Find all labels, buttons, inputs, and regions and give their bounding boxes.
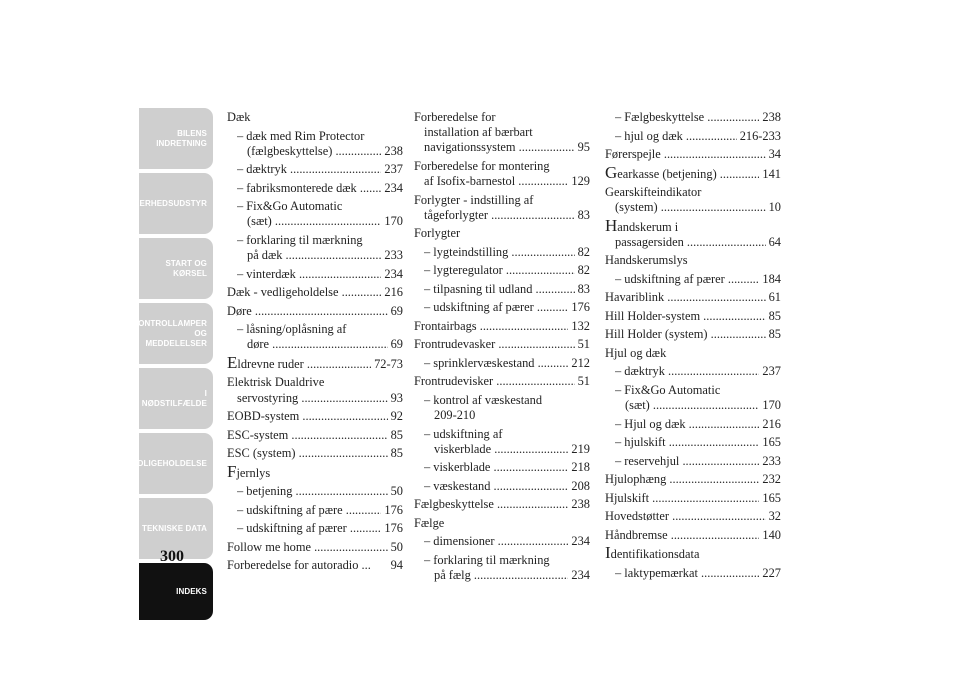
index-entry <box>227 446 403 461</box>
page-reference: 218 <box>571 460 590 475</box>
index-entry <box>227 181 403 196</box>
index-term: Identifikationsdata <box>605 543 700 563</box>
page-reference: 34 <box>768 147 781 161</box>
index-entry <box>605 185 781 215</box>
index-entry <box>605 383 781 413</box>
index-term: – udskiftning af pærer <box>237 521 347 536</box>
index-entry <box>605 509 781 524</box>
index-entry <box>414 337 590 352</box>
index-term: – væskestand <box>424 478 491 493</box>
index-term: Forberedelse for <box>414 110 496 124</box>
index-term-continuation: (sæt) ..... <box>237 214 381 229</box>
index-term: – dæktryk <box>615 364 665 379</box>
index-term: – hjul og dæk <box>615 128 683 143</box>
index-term-continuation: installation af bærbart <box>424 125 533 140</box>
index-term: Hill Holder (system) <box>605 327 708 342</box>
index-term: ESC-system <box>227 427 289 442</box>
index-entry <box>227 484 403 499</box>
index-entry <box>605 147 781 162</box>
index-entry <box>605 166 781 182</box>
index-term-continuation: navigationssystem ..... <box>414 140 575 155</box>
index-term: Follow me home <box>227 539 311 554</box>
index-entry <box>414 300 590 315</box>
index-term: Førerspejle <box>605 147 661 161</box>
index-entry <box>414 110 590 156</box>
page-reference: 232 <box>762 472 781 487</box>
index-term: – låsning/oplåsning af <box>237 322 347 337</box>
index-entry <box>414 497 590 512</box>
index-entry <box>605 327 781 342</box>
page-reference: 85 <box>390 427 403 442</box>
index-term: – hjulskift <box>615 435 666 450</box>
page-reference: 85 <box>768 308 781 323</box>
index-term: Handskerumslys <box>605 253 688 268</box>
index-term: – udskiftning af pære <box>237 502 343 517</box>
page-reference: 233 <box>384 248 403 263</box>
index-term: Fjernlys <box>227 461 271 481</box>
page-reference: 176 <box>571 300 590 315</box>
index-term: – udskiftning af <box>424 426 503 441</box>
page-reference: 50 <box>390 539 403 554</box>
index-entry <box>605 435 781 450</box>
index-entry <box>605 129 781 144</box>
page-reference: 238 <box>571 497 590 512</box>
index-column-2 <box>414 110 590 586</box>
index-term-continuation: (sæt) ..... <box>615 398 759 413</box>
index-term: – forklaring til mærkning <box>424 552 550 567</box>
index-term: Frontairbags <box>414 318 477 333</box>
index-term: Forlygter - indstilling af <box>414 192 534 207</box>
index-entry <box>227 375 403 405</box>
index-entry <box>227 521 403 536</box>
index-term-continuation: (fælgbeskyttelse) ..... <box>237 144 381 159</box>
index-entry <box>605 110 781 125</box>
page-reference: 227 <box>762 565 781 580</box>
index-term: Frontrudevasker <box>414 337 496 352</box>
index-entry <box>227 428 403 443</box>
page-reference: 83 <box>577 207 590 222</box>
index-term: Håndbremse <box>605 527 668 542</box>
index-term: – dæk med Rim Protector <box>237 128 365 143</box>
page-reference: 233 <box>762 453 781 468</box>
index-term: – fabriksmonterede dæk <box>237 180 357 195</box>
index-entry <box>414 263 590 278</box>
chapter-tab[interactable]: KONTROLLAMPER OG MEDDELELSER <box>139 303 213 364</box>
index-term-continuation: 209-210 <box>434 408 476 423</box>
index-heading <box>605 346 781 361</box>
chapter-tab[interactable]: BILENS INDRETNING <box>139 108 213 169</box>
page-reference: 208 <box>571 478 590 493</box>
index-term: Hjulophæng <box>605 472 667 487</box>
page-reference: 61 <box>768 290 781 305</box>
page-reference: 216 <box>384 285 403 300</box>
index-term: – vinterdæk <box>237 266 296 281</box>
page-reference: 176 <box>384 521 403 536</box>
index-entry <box>605 566 781 581</box>
index-term: – Fælgbeskyttelse <box>615 110 705 124</box>
index-heading <box>227 110 403 125</box>
index-entry <box>414 193 590 223</box>
page-reference: 69 <box>390 337 403 352</box>
index-term: Handskerum i <box>605 218 679 235</box>
index-entry <box>414 534 590 549</box>
index-term: – Fix&Go Automatic <box>237 199 343 214</box>
page-reference: 184 <box>762 271 781 286</box>
page-reference: 82 <box>577 263 590 278</box>
index-term: – laktypemærkat <box>615 565 698 580</box>
page-reference: 176 <box>384 502 403 517</box>
index-term: Eldrevne ruder <box>227 355 304 372</box>
index-term: Dæk - vedligeholdelse <box>227 285 339 300</box>
index-entry <box>414 479 590 494</box>
page-reference: 141 <box>762 166 781 181</box>
index-entry <box>605 454 781 469</box>
index-term-continuation: af Isofix-barnestol ..... <box>414 174 568 189</box>
page-reference: 85 <box>768 327 781 342</box>
index-term: Hjulskift <box>605 490 650 505</box>
page-number: 300 <box>160 548 184 565</box>
page-reference: 238 <box>384 143 403 158</box>
index-term: ESC (system) <box>227 446 296 461</box>
index-entry <box>605 309 781 324</box>
index-term: Havariblink <box>605 290 665 305</box>
page-reference: 238 <box>762 110 781 124</box>
index-entry <box>227 233 403 263</box>
page-reference: 50 <box>390 484 403 499</box>
chapter-tab[interactable]: START OG KØRSEL <box>139 238 213 299</box>
index-term: Hovedstøtter <box>605 509 670 524</box>
index-entry <box>227 285 403 300</box>
page-reference: 165 <box>762 435 781 450</box>
index-term: – dimensioner <box>424 534 495 549</box>
index-column-1 <box>227 110 403 577</box>
index-term: – betjening <box>237 484 293 499</box>
index-term-continuation: servostyring ..... <box>227 391 388 406</box>
index-entry <box>414 374 590 389</box>
page-reference: 51 <box>577 374 590 389</box>
page-reference: 170 <box>762 398 781 413</box>
page-reference: 165 <box>762 490 781 505</box>
index-term: – tilpasning til udland <box>424 281 533 296</box>
index-term: Frontrudevisker <box>414 374 494 389</box>
page-reference: 94 <box>390 558 403 573</box>
index-heading <box>414 516 590 531</box>
index-term: – viskerblade <box>424 460 491 475</box>
page-reference: 212 <box>571 355 590 370</box>
page-reference: 129 <box>571 174 590 189</box>
page-reference: 51 <box>577 337 590 352</box>
page-reference: 82 <box>577 244 590 259</box>
index-entry <box>605 528 781 543</box>
page-reference: 216-233 <box>739 128 781 143</box>
page-reference: 140 <box>762 527 781 542</box>
index-term-continuation: på fælg ..... <box>424 568 568 583</box>
index-entry <box>227 267 403 282</box>
index-term: – lygteregulator <box>424 263 503 278</box>
index-term-continuation: viskerblade ..... <box>424 442 568 457</box>
page-reference: 219 <box>571 441 590 456</box>
index-term-continuation: døre ..... <box>237 337 388 352</box>
page-reference: 216 <box>762 416 781 431</box>
index-entry <box>414 553 590 583</box>
index-term: – dæktryk <box>237 162 287 177</box>
index-entry <box>227 503 403 518</box>
index-entry <box>227 540 403 555</box>
index-entry <box>414 159 590 189</box>
index-entry <box>605 272 781 287</box>
index-term: Hill Holder-system <box>605 308 701 323</box>
index-entry <box>605 290 781 305</box>
page-reference: 93 <box>390 390 403 405</box>
index-entry <box>414 393 590 423</box>
page-reference: 237 <box>762 364 781 379</box>
page-reference: 85 <box>390 446 403 461</box>
page-reference: 234 <box>571 534 590 549</box>
chapter-tab[interactable]: INDEKS <box>139 563 213 620</box>
index-entry <box>227 162 403 177</box>
page-reference: 234 <box>384 266 403 281</box>
index-heading <box>605 253 781 268</box>
index-term-continuation: (system) ..... <box>605 200 766 215</box>
index-term: EOBD-system <box>227 409 300 424</box>
index-term: Fælgbeskyttelse <box>414 497 494 512</box>
index-entry <box>227 558 403 573</box>
index-entry <box>227 356 403 372</box>
index-entry <box>414 427 590 457</box>
index-term: Forberedelse for autoradio ... <box>227 558 371 573</box>
index-term: – udskiftning af pærer <box>615 271 725 286</box>
page-reference: 132 <box>571 318 590 333</box>
index-term-continuation: tågeforlygter ..... <box>414 208 575 223</box>
index-term: Dæk <box>227 110 251 124</box>
index-term: – kontrol af væskestand <box>424 392 543 407</box>
index-term: Døre <box>227 303 252 318</box>
index-term: – Fix&Go Automatic <box>615 382 721 397</box>
index-term: Forberedelse for montering <box>414 158 550 173</box>
index-entry <box>227 304 403 319</box>
index-term: – lygteindstilling <box>424 244 509 259</box>
index-term: Forlygter <box>414 226 461 241</box>
index-term: Gearskifteindikator <box>605 185 702 199</box>
page-reference: 64 <box>768 234 781 249</box>
page-reference: 10 <box>768 200 781 215</box>
page-reference: 234 <box>384 180 403 195</box>
index-term: – sprinklervæskestand <box>424 355 535 370</box>
chapter-tab[interactable]: I NØDSTILFÆLDE <box>139 368 213 429</box>
index-entry <box>414 319 590 334</box>
index-entry <box>414 356 590 371</box>
index-term: Fælge <box>414 515 445 530</box>
index-entry <box>605 491 781 506</box>
index-entry <box>605 364 781 379</box>
chapter-tab[interactable]: TEKNISKE DATA <box>139 498 213 559</box>
index-term: Gearkasse (betjening) <box>605 165 717 182</box>
chapter-tabs <box>120 108 213 624</box>
index-heading <box>414 226 590 241</box>
index-heading <box>605 543 781 563</box>
index-entry <box>605 219 781 250</box>
index-entry <box>605 472 781 487</box>
page-reference: 237 <box>384 162 403 177</box>
index-entry <box>414 282 590 297</box>
index-term-continuation: passagersiden ..... <box>605 235 766 250</box>
page-reference: 32 <box>768 509 781 524</box>
index-entry <box>227 409 403 424</box>
index-entry <box>227 322 403 352</box>
index-term: – forklaring til mærkning <box>237 232 363 247</box>
chapter-tab[interactable]: VEDLIGEHOLDELSE <box>139 433 213 494</box>
page-reference: 95 <box>577 140 590 155</box>
page-reference: 72-73 <box>374 356 403 371</box>
index-entry <box>227 199 403 229</box>
page-reference: 234 <box>571 567 590 582</box>
index-entry <box>414 460 590 475</box>
index-term: – udskiftning af pærer <box>424 300 534 315</box>
index-column-3 <box>605 110 781 584</box>
page-reference: 92 <box>390 409 403 424</box>
index-entry <box>227 129 403 159</box>
page-reference: 83 <box>577 281 590 296</box>
index-entry <box>414 245 590 260</box>
chapter-tab[interactable]: SIKKERHEDSUDSTYR <box>139 173 213 234</box>
page-reference: 69 <box>390 303 403 318</box>
index-entry <box>605 417 781 432</box>
index-heading <box>227 461 403 481</box>
index-term: – Hjul og dæk <box>615 416 686 431</box>
index-term: – reservehjul <box>615 453 680 468</box>
index-term: Hjul og dæk <box>605 345 667 360</box>
index-term-continuation: på dæk ..... <box>237 248 381 263</box>
index-term: Elektrisk Dualdrive <box>227 375 325 390</box>
page-reference: 170 <box>384 214 403 229</box>
